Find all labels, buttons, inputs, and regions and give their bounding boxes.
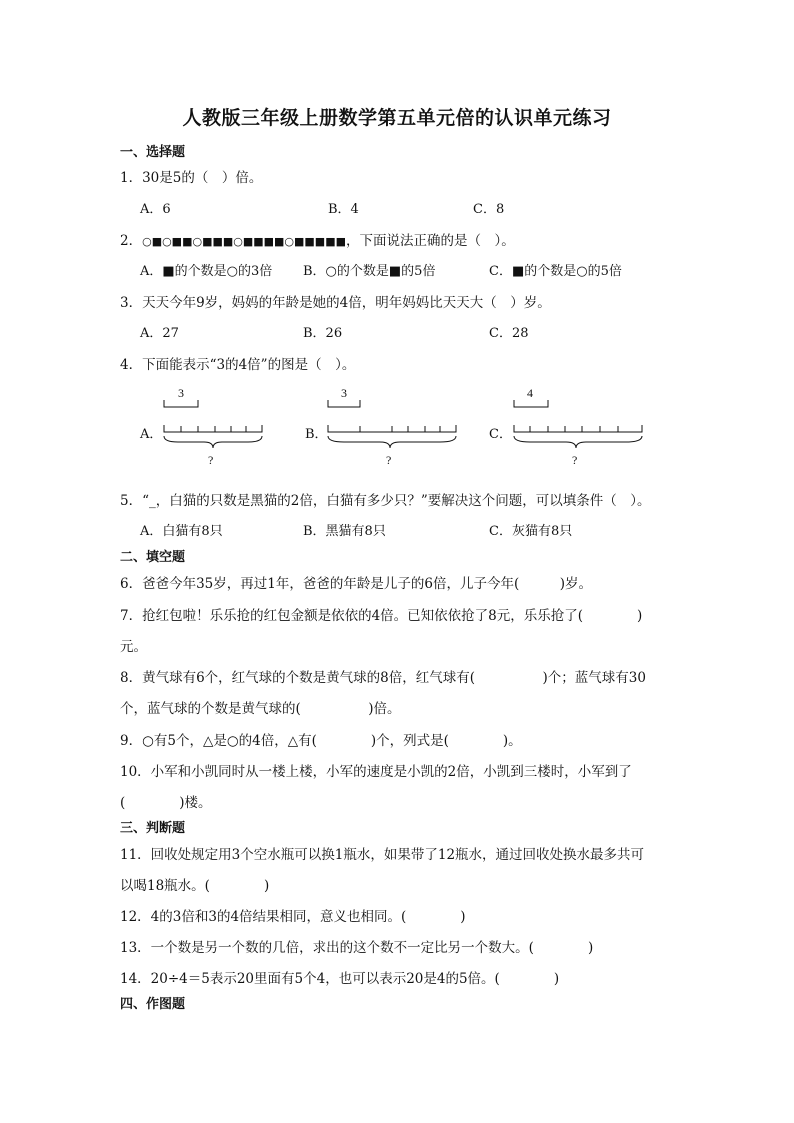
question-3: 3．天天今年9岁，妈妈的年龄是她的4倍，明年妈妈比天天大（ ）岁。 — [120, 295, 551, 311]
q5-option-b: B．黑猫有8只 — [303, 524, 386, 539]
question-7-line-1: 7．抢红包啦！乐乐抢的红包金额是依依的4倍。已知依依抢了8元，乐乐抢了( ) — [120, 608, 643, 624]
question-5: 5．“_，白猫的只数是黑猫的2倍，白猫有多少只？”要解决这个问题，可以填条件（ ）。 — [120, 493, 651, 509]
segment-diagram-a — [158, 380, 268, 475]
q2-number: 2． — [120, 233, 143, 249]
diagram-c-top-number: 4 — [527, 386, 533, 400]
page-title: 人教版三年级上册数学第五单元倍的认识单元练习 — [182, 107, 612, 129]
section-heading-fill: 二、填空题 — [120, 550, 186, 565]
q5-option-a: A．白猫有8只 — [140, 524, 223, 539]
question-1: 1．30是5的（ ）倍。 — [120, 170, 263, 186]
q4-diagram-c — [508, 380, 648, 479]
q3-option-c: C．28 — [489, 326, 529, 341]
section-heading-drawing: 四、作图题 — [120, 997, 186, 1012]
q4-option-a-label: A． — [140, 427, 163, 442]
q2-shape-sequence: ○■○■■○■■■○■■■■○■■■■■ — [142, 235, 346, 248]
question-13: 13．一个数是另一个数的几倍，求出的这个数不一定比另一个数大。( ) — [120, 940, 594, 956]
section-heading-judge: 三、判断题 — [120, 821, 186, 836]
diagram-b-question-mark: ? — [386, 453, 392, 467]
question-2 — [120, 229, 515, 249]
diagram-c-question-mark: ? — [572, 453, 578, 467]
question-6: 6．爸爸今年35岁，再过1年，爸爸的年龄是儿子的6倍，儿子今年( )岁。 — [120, 576, 592, 592]
q2-option-a: A．■的个数是○的3倍 — [140, 264, 273, 279]
q1-option-c: C．8 — [473, 202, 505, 217]
question-10-line-1: 10．小军和小凯同时从一楼上楼，小军的速度是小凯的2倍，小凯到三楼时，小军到了 — [120, 764, 632, 780]
q3-option-a: A．27 — [140, 326, 179, 341]
segment-diagram-c — [508, 380, 648, 475]
q5-option-c: C．灰猫有8只 — [489, 524, 573, 539]
question-8-line-1: 8．黄气球有6个，红气球的个数是黄气球的8倍，红气球有( )个；蓝气球有30 — [120, 670, 646, 686]
question-14: 14．20÷4＝5表示20里面有5个4，也可以表示20是4的5倍。( ) — [120, 971, 560, 987]
diagram-b-top-number: 3 — [341, 386, 347, 400]
q1-option-b: B．4 — [328, 202, 359, 217]
q3-option-b: B．26 — [303, 326, 343, 341]
question-7-line-2: 元。 — [120, 639, 147, 655]
segment-diagram-b — [322, 380, 462, 475]
q2-option-b: B．○的个数是■的5倍 — [303, 264, 436, 279]
question-8-line-2: 个，蓝气球的个数是黄气球的( )倍。 — [120, 701, 401, 717]
question-4: 4．下面能表示“3的4倍”的图是（ ）。 — [120, 357, 356, 373]
q2-stem: ，下面说法正确的是（ ）。 — [345, 233, 515, 249]
q4-option-b-label: B． — [305, 427, 328, 442]
diagram-a-top-number: 3 — [178, 386, 184, 400]
question-11-line-1: 11．回收处规定用3个空水瓶可以换1瓶水，如果带了12瓶水，通过回收处换水最多共可 — [120, 847, 645, 863]
q4-option-c-label: C． — [489, 427, 512, 442]
q2-option-c: C．■的个数是○的5倍 — [489, 264, 622, 279]
section-heading-choice: 一、选择题 — [120, 145, 186, 160]
q1-option-a: A．6 — [140, 202, 171, 217]
diagram-a-question-mark: ? — [208, 453, 214, 467]
q4-diagram-a — [158, 380, 268, 479]
q4-diagram-b — [322, 380, 462, 479]
question-12: 12．4的3倍和3的4倍结果相同，意义也相同。( ) — [120, 909, 466, 925]
question-11-line-2: 以喝18瓶水。( ) — [120, 878, 270, 894]
question-10-line-2: ( )楼。 — [120, 795, 212, 811]
question-9: 9．○有5个，△是○的4倍，△有( )个，列式是( )。 — [120, 733, 522, 749]
